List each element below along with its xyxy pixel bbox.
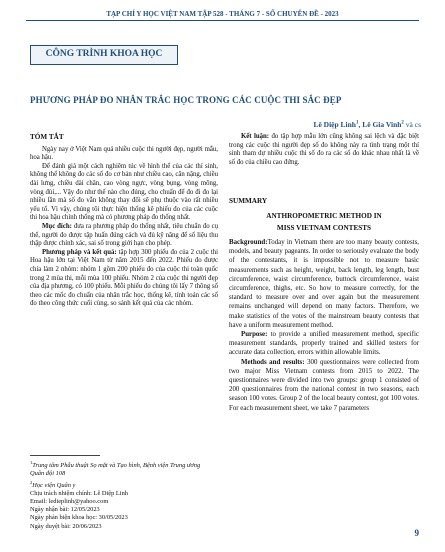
received-date: Ngày nhận bài: 12/05/2023: [30, 506, 100, 514]
header-rule: [26, 20, 419, 21]
review-date: Ngày phản biện khoa học: 30/05/2023: [30, 514, 128, 522]
abstract-heading: TÓM TẮT: [30, 133, 64, 141]
en-methods-label: Methods and results:: [241, 358, 305, 366]
conclusion-text: đo tập hợp mẫu lớn cũng không sai lệch và đặc biệt trong các cuộc thi người đẹp số đo không này ra tình trạng một thí sinh tham dự nhiều cuộc thi số đo ra các số đo khác nhau nhất là về số đo của chiều cao đứng.: [229, 133, 419, 166]
english-title-line-1: ANTHROPOMETRIC METHOD IN: [266, 212, 382, 220]
affiliation-2: Học viện Quân y: [32, 481, 76, 489]
abstract-p1: Ngày nay ở Việt Nam quá nhiều cuộc thi người đẹp, người mẫu, hoa hậu.: [30, 145, 218, 162]
affiliation-1: Trung tâm Phẫu thuật Sọ mặt và Tạo hình, Bệnh viện Trung ương Quân đội 108: [30, 462, 201, 478]
author-1: Lê Diệp Linh: [313, 120, 356, 129]
authors: Lê Diệp Linh$^1$, Lê Gia Vinh$^2$ và cs: [313, 120, 421, 129]
en-methods-text: 300 questionnaires were collected from two major Miss Vietnam contests from 2015 to 2022. The questionnaires were divided into two groups: group 1 consisted of 200 questionnaires from the national contest in two seasons, each season 100 votes. Group 2 of the local beauty contest, got 100 votes. For each measurement sheet, we take 7 parameters: [229, 358, 419, 412]
section-label: CÔNG TRÌNH KHOA HỌC: [30, 45, 178, 65]
background-label: Background:: [229, 239, 268, 246]
author-1-affil: 1: [355, 120, 359, 126]
right-conclusion: [229, 133, 419, 167]
left-column: [30, 133, 218, 309]
page-number: 9: [414, 528, 419, 538]
author-2-affil: 2: [401, 120, 404, 126]
footnotes: $^1$Trung tâm Phẫu thuật Sọ mặt và Tạo hình, Bệnh viện Trung ương Quân đội 108 $^2$Học viện Quân y Chịu trách nhiệm chính: Lê Diệp Linh Email: ledieplinh@yahoo.com Ngày nhận bài: 12/05/2023 Ngày phản biện khoa học: 30/05/2023 Ngày duyệt bài: 20/06/2023: [30, 459, 210, 531]
methods-text: tập hợp 300 phiếu đo của 2 cuộc thi Hoa hậu lớn tại Việt Nam từ năm 2015 đến 2022. Phiếu đo được chia làm 2 nhóm: nhóm 1 gồm 200 phiếu đo của cuộc thi toàn quốc trong 2 mùa thi, mỗi mùa 100 phiếu. Nhóm 2 của cuộc thi người đẹp của địa phương, có 100 phiếu. Mỗi phiếu đo chúng tôi lấy 7 thông số theo các mốc đo chuẩn của nhân trắc học, thống kê, tính toán các số đo theo công thức cuối cùng, so sánh kết quả của các nhóm.: [30, 248, 218, 308]
author-2: Lê Gia Vinh: [362, 120, 402, 129]
en-purpose-label: Purpose:: [241, 331, 268, 339]
english-title-line-2: MISS VIETNAM CONTESTS: [276, 224, 372, 232]
purpose-label: Mục đích:: [42, 222, 72, 230]
corresponding-author: Chịu trách nhiệm chính: Lê Diệp Linh: [30, 489, 128, 497]
abstract-p3: [30, 223, 218, 249]
background-text: Today in Vietnam there are too many beauty contests, models, and beauty pageants. In order to seriously evaluate the body of the contestants, it is impossible not to measure basic measurements such as height, weight, back length, leg length, bust circumference, waist circumference, buttock circumference, waist circumference, thighs, etc. So how to measure correctly, for the standard to measure over and over again but the measurement remains unchanged will depend on many factors. Therefore, we make statistics of the votes of the mainstream beauty contests that have a uniform measurement method.: [229, 239, 419, 329]
summary-heading: SUMMARY: [229, 197, 268, 205]
et-al: và cs: [403, 120, 421, 129]
purpose-text: đưa ra phương pháp đo thống nhất, tiêu chuẩn đo cụ thể, người đo được tập huấn đúng cách và đủ kỹ năng để số liệu thu thập được chính xác, sai số trong giới hạn cho phép.: [30, 222, 219, 248]
conclusion-label: Kết luận:: [241, 133, 270, 140]
methods-label: Phương pháp và kết quả:: [42, 248, 117, 256]
en-purpose-text: to provide a unified measurement method, specific measurement standards, properly trained and skilled testers for accurate data collection, errors within allowable limits.: [229, 331, 419, 357]
journal-header: TẠP CHÍ Y HỌC VIỆT NAM TẬP 528 - THÁNG 7 - SỐ CHUYÊN ĐỀ - 2023: [106, 10, 339, 18]
english-abstract: [229, 238, 419, 413]
accepted-date: Ngày duyệt bài: 20/06/2023: [30, 522, 102, 530]
article-title: PHƯƠNG PHÁP ĐO NHÂN TRẮC HỌC TRONG CÁC CUỘC THI SẮC ĐẸP: [30, 95, 342, 105]
footnote-rule: [30, 455, 100, 456]
email: Email: ledieplinh@yahoo.com: [30, 498, 109, 506]
abstract-p4: [30, 249, 218, 309]
abstract-p2: Để đánh giá một cách nghiêm túc về hình thể của các thí sinh, không thể không đo các số đo cơ bản như chiều cao, cân nặng, chiều dài lưng, chiều dài chân, cao vòng ngực, vòng bụng, vòng mông, vòng đùi,... Vậy đo như thế nào cho đúng, cho chuẩn để đo đi đo lại nhiều lần mà số đo vẫn không thay đổi sẽ phụ thuộc vào rất nhiều yếu tố. Vì vậy, chúng tôi thực hiện thống kê phiếu đo của các cuộc thi hoa hậu chính thống mà có phương pháp đo thống nhất.: [30, 162, 218, 222]
